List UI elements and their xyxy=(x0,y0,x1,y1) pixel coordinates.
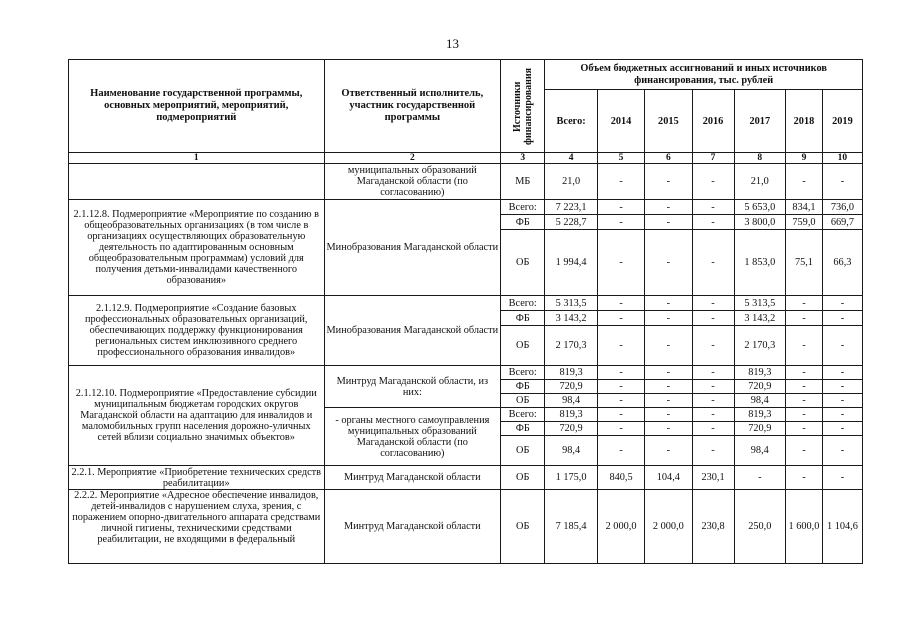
value-cell: - xyxy=(692,326,734,366)
value-cell: - xyxy=(597,230,644,296)
value-cell: - xyxy=(645,394,692,408)
header-2016: 2016 xyxy=(692,90,734,153)
page-number: 13 xyxy=(446,36,459,51)
table-row xyxy=(69,466,863,490)
header-2015: 2015 xyxy=(645,90,692,153)
value-cell: 819,3 xyxy=(734,408,786,422)
value-cell: - xyxy=(692,380,734,394)
value-cell: - xyxy=(692,394,734,408)
value-cell: - xyxy=(692,311,734,326)
value-cell: 819,3 xyxy=(545,366,598,380)
col-num: 3 xyxy=(501,153,545,164)
executor-cell: Минтруд Магаданской области, из них: xyxy=(324,366,501,408)
source-cell: ОБ xyxy=(501,326,545,366)
value-cell: 5 313,5 xyxy=(734,296,786,311)
value-cell: - xyxy=(822,422,862,436)
col-num: 2 xyxy=(324,153,501,164)
value-cell: 819,3 xyxy=(545,408,598,422)
value-cell: - xyxy=(786,311,823,326)
value-cell: - xyxy=(597,311,644,326)
value-cell: - xyxy=(597,380,644,394)
value-cell: 2 000,0 xyxy=(597,490,644,564)
value-cell: - xyxy=(822,311,862,326)
value-cell: 98,4 xyxy=(734,394,786,408)
value-cell: 1 104,6 xyxy=(822,490,862,564)
value-cell: - xyxy=(692,366,734,380)
source-cell: ОБ xyxy=(501,436,545,466)
value-cell: 21,0 xyxy=(734,164,786,200)
value-cell: - xyxy=(822,380,862,394)
value-cell: - xyxy=(734,466,786,490)
header-volume: Объем бюджетных ассигнований и иных источников финансирования, тыс. рублей xyxy=(545,60,863,90)
value-cell: - xyxy=(786,436,823,466)
executor-cell: муниципальных образований Магаданской области (по согласованию) xyxy=(324,164,501,200)
value-cell: - xyxy=(822,394,862,408)
header-total: Всего: xyxy=(545,90,598,153)
value-cell: 5 653,0 xyxy=(734,200,786,215)
measure-name-2-1-12-8: 2.1.12.8. Подмероприятие «Мероприятие по созданию в общеобразовательных организациях (в том числе в организациях осуществляющих образовательную деятельность по адаптированным основным общеобразовательным программам) условий для получения детьми-инвалидами качественного образования» xyxy=(69,200,325,296)
source-cell: ФБ xyxy=(501,215,545,230)
value-cell: 98,4 xyxy=(545,436,598,466)
executor-cell: Минобразования Магаданской области xyxy=(324,296,501,366)
value-cell: - xyxy=(692,164,734,200)
value-cell: 3 143,2 xyxy=(734,311,786,326)
value-cell: 1 994,4 xyxy=(545,230,598,296)
value-cell: 5 313,5 xyxy=(545,296,598,311)
value-cell: 5 228,7 xyxy=(545,215,598,230)
value-cell: - xyxy=(822,408,862,422)
value-cell: - xyxy=(786,326,823,366)
col-num: 8 xyxy=(734,153,786,164)
source-cell: ОБ xyxy=(501,466,545,490)
table-row xyxy=(69,296,863,311)
executor-cell: - органы местного самоуправления муниципальных образований Магаданской области (по согласованию) xyxy=(324,408,501,466)
col-num: 5 xyxy=(597,153,644,164)
value-cell: - xyxy=(645,296,692,311)
value-cell: 1 600,0 xyxy=(786,490,823,564)
source-cell: Всего: xyxy=(501,366,545,380)
value-cell: - xyxy=(597,408,644,422)
header-row-top xyxy=(69,60,863,90)
value-cell: - xyxy=(692,408,734,422)
value-cell: - xyxy=(597,326,644,366)
value-cell: - xyxy=(692,200,734,215)
measure-name-2-2-2-text: 2.2.2. Мероприятие «Адресное обеспечение инвалидов, детей-инвалидов с нарушением слуха, зрения, с поражением опорно-двигательного аппарата средствами личной гигиены, техническими средствами реабилитации, не входящими в федеральный xyxy=(72,490,321,545)
value-cell: 98,4 xyxy=(734,436,786,466)
value-cell: 98,4 xyxy=(545,394,598,408)
source-cell: МБ xyxy=(501,164,545,200)
value-cell: 7 223,1 xyxy=(545,200,598,215)
value-cell: - xyxy=(822,164,862,200)
value-cell: - xyxy=(786,164,823,200)
value-cell: - xyxy=(822,326,862,366)
value-cell: 720,9 xyxy=(734,422,786,436)
value-cell: - xyxy=(597,436,644,466)
value-cell: 66,3 xyxy=(822,230,862,296)
value-cell: - xyxy=(597,296,644,311)
header-source xyxy=(501,60,545,153)
value-cell: - xyxy=(597,215,644,230)
value-cell: 736,0 xyxy=(822,200,862,215)
value-cell: - xyxy=(597,164,644,200)
value-cell: 720,9 xyxy=(545,380,598,394)
value-cell: 7 185,4 xyxy=(545,490,598,564)
value-cell: 759,0 xyxy=(786,215,823,230)
col-num: 4 xyxy=(545,153,598,164)
value-cell: - xyxy=(692,230,734,296)
value-cell: - xyxy=(645,200,692,215)
value-cell: 834,1 xyxy=(786,200,823,215)
header-2019: 2019 xyxy=(822,90,862,153)
value-cell: 230,8 xyxy=(692,490,734,564)
measure-name-2-2-2 xyxy=(69,490,325,564)
value-cell: - xyxy=(597,394,644,408)
value-cell: - xyxy=(597,422,644,436)
value-cell: - xyxy=(645,422,692,436)
value-cell: - xyxy=(786,366,823,380)
value-cell: - xyxy=(692,296,734,311)
value-cell: - xyxy=(645,164,692,200)
value-cell: - xyxy=(645,230,692,296)
budget-table xyxy=(68,59,863,564)
value-cell: 720,9 xyxy=(734,380,786,394)
value-cell: 669,7 xyxy=(822,215,862,230)
value-cell: 1 175,0 xyxy=(545,466,598,490)
value-cell: 75,1 xyxy=(786,230,823,296)
source-cell: ФБ xyxy=(501,311,545,326)
table-row xyxy=(69,164,863,200)
value-cell: - xyxy=(645,436,692,466)
col-num: 6 xyxy=(645,153,692,164)
value-cell: - xyxy=(692,422,734,436)
value-cell: 1 853,0 xyxy=(734,230,786,296)
column-numbers-row xyxy=(69,153,863,164)
value-cell: - xyxy=(597,200,644,215)
value-cell: 230,1 xyxy=(692,466,734,490)
value-cell: 720,9 xyxy=(545,422,598,436)
measure-name-2-2-1: 2.2.1. Мероприятие «Приобретение технических средств реабилитации» xyxy=(69,466,325,490)
value-cell: - xyxy=(786,380,823,394)
value-cell: - xyxy=(786,466,823,490)
value-cell: - xyxy=(645,408,692,422)
value-cell: - xyxy=(786,394,823,408)
measure-name-2-1-12-9: 2.1.12.9. Подмероприятие «Создание базовых профессиональных образовательных организаций, обеспечивающих поддержку функционирования региональных систем инклюзивного среднего профессионального образования инвалидов» xyxy=(69,296,325,366)
value-cell: 2 000,0 xyxy=(645,490,692,564)
value-cell: - xyxy=(822,466,862,490)
header-2018: 2018 xyxy=(786,90,823,153)
value-cell: 3 800,0 xyxy=(734,215,786,230)
value-cell: - xyxy=(645,380,692,394)
table-row xyxy=(69,366,863,380)
value-cell: 2 170,3 xyxy=(734,326,786,366)
col-num: 9 xyxy=(786,153,823,164)
value-cell: - xyxy=(597,366,644,380)
value-cell: - xyxy=(822,366,862,380)
source-cell: Всего: xyxy=(501,200,545,215)
source-cell: ФБ xyxy=(501,380,545,394)
header-name: Наименование государственной программы, основных мероприятий, мероприятий, подмероприятий xyxy=(69,60,325,153)
executor-cell: Минобразования Магаданской области xyxy=(324,200,501,296)
value-cell: - xyxy=(692,436,734,466)
header-executor: Ответственный исполнитель, участник государственной программы xyxy=(324,60,501,153)
value-cell: - xyxy=(786,408,823,422)
value-cell: 3 143,2 xyxy=(545,311,598,326)
value-cell: - xyxy=(645,366,692,380)
value-cell: 250,0 xyxy=(734,490,786,564)
header-2017: 2017 xyxy=(734,90,786,153)
value-cell: - xyxy=(822,296,862,311)
value-cell: 819,3 xyxy=(734,366,786,380)
source-cell: ФБ xyxy=(501,422,545,436)
value-cell: - xyxy=(645,311,692,326)
value-cell: - xyxy=(645,326,692,366)
source-cell: Всего: xyxy=(501,408,545,422)
source-cell: Всего: xyxy=(501,296,545,311)
measure-name-2-1-12-10: 2.1.12.10. Подмероприятие «Предоставление субсидии муниципальным бюджетам городских округов Магаданской области на адаптацию для инвалидов и маломобильных групп населения дорожно-уличных сетей вблизи социально значимых объектов» xyxy=(69,366,325,466)
source-cell: ОБ xyxy=(501,490,545,564)
value-cell: 840,5 xyxy=(597,466,644,490)
value-cell: - xyxy=(645,215,692,230)
executor-cell: Минтруд Магаданской области xyxy=(324,490,501,564)
value-cell: 21,0 xyxy=(545,164,598,200)
empty-cell xyxy=(69,164,325,200)
header-source-text: Источники финансирования xyxy=(511,67,534,145)
value-cell: - xyxy=(822,436,862,466)
source-cell: ОБ xyxy=(501,230,545,296)
col-num: 10 xyxy=(822,153,862,164)
value-cell: 104,4 xyxy=(645,466,692,490)
col-num: 1 xyxy=(69,153,325,164)
value-cell: 2 170,3 xyxy=(545,326,598,366)
table-row xyxy=(69,490,863,564)
source-cell: ОБ xyxy=(501,394,545,408)
value-cell: - xyxy=(786,422,823,436)
header-2014: 2014 xyxy=(597,90,644,153)
col-num: 7 xyxy=(692,153,734,164)
table-row xyxy=(69,200,863,215)
value-cell: - xyxy=(692,215,734,230)
executor-cell: Минтруд Магаданской области xyxy=(324,466,501,490)
value-cell: - xyxy=(786,296,823,311)
